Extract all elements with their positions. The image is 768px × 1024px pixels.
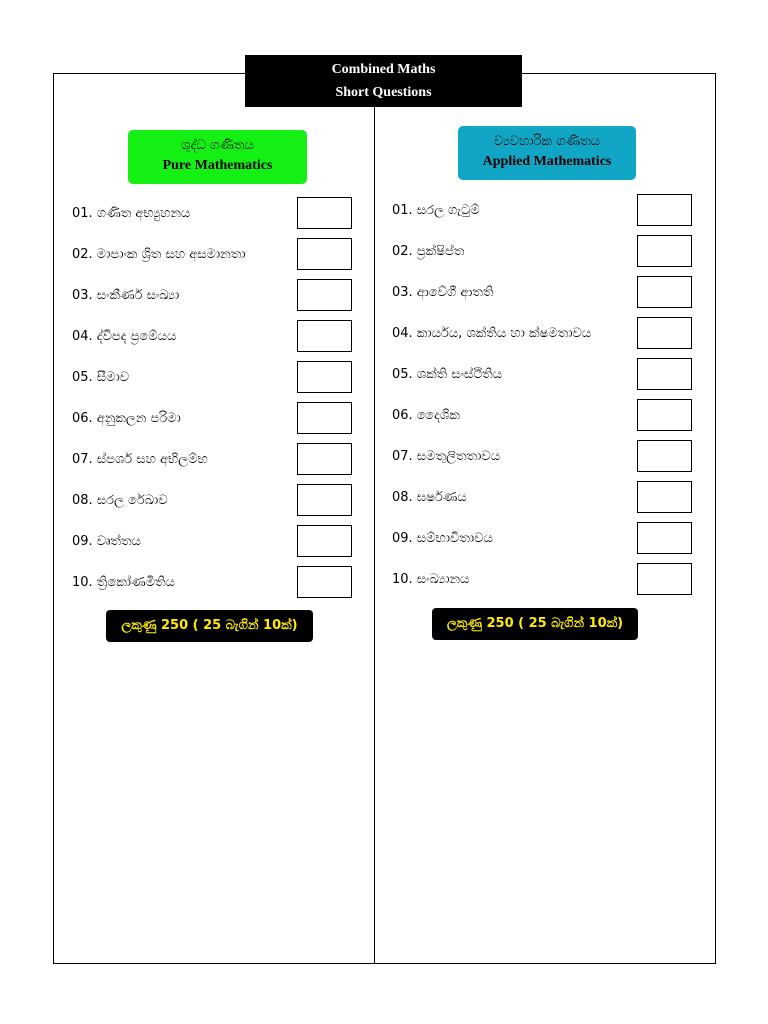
topic-label: 08. ඝර්ෂණය bbox=[392, 490, 467, 505]
answer-box[interactable] bbox=[297, 320, 352, 352]
topic-row bbox=[72, 238, 353, 272]
topic-label: 10. සංඛ්‍යානය bbox=[392, 572, 470, 587]
topic-label: 04. කාර්යය, ශක්තිය හා ක්ෂමතාවය bbox=[392, 326, 592, 341]
answer-box[interactable] bbox=[297, 361, 352, 393]
topic-label: 07. සමතුලිතතාවය bbox=[392, 449, 501, 464]
column-divider bbox=[374, 107, 375, 964]
topic-label: 03. ආවේගී ආතති bbox=[392, 285, 494, 300]
answer-box[interactable] bbox=[637, 317, 692, 349]
topic-label: 01. ගණිත අභ්‍යුහනය bbox=[72, 206, 191, 221]
topic-label: 07. ස්පර්ශ සහ අභිලම්භ bbox=[72, 452, 208, 467]
page-title bbox=[245, 55, 522, 107]
title-line-2: Short Questions bbox=[335, 85, 432, 100]
applied-heading-english: Applied Mathematics bbox=[482, 154, 612, 169]
topic-row bbox=[72, 361, 353, 395]
answer-box[interactable] bbox=[637, 358, 692, 390]
topic-row bbox=[392, 276, 693, 310]
topic-label: 02. ප්‍රක්ෂිප්ත bbox=[392, 244, 465, 259]
applied-heading-sinhala: ව්‍යවහාරික ගණිතය bbox=[493, 134, 600, 149]
answer-box[interactable] bbox=[297, 238, 352, 270]
topic-label: 02. මාපාංක ශ්‍රිත සහ අසමානතා bbox=[72, 247, 246, 262]
topic-row bbox=[72, 484, 353, 518]
topic-label: 10. ත්‍රිකෝණමිතිය bbox=[72, 575, 175, 590]
answer-box[interactable] bbox=[637, 235, 692, 267]
answer-box[interactable] bbox=[297, 566, 352, 598]
topic-row bbox=[392, 481, 693, 515]
answer-box[interactable] bbox=[637, 440, 692, 472]
pure-marks-badge: ලකුණු 250 ( 25 බැගින් 10ක්) bbox=[106, 610, 313, 642]
answer-box[interactable] bbox=[637, 276, 692, 308]
topic-row bbox=[72, 279, 353, 313]
answer-box[interactable] bbox=[297, 484, 352, 516]
topic-label: 05. සීමාව bbox=[72, 370, 130, 385]
topic-row bbox=[392, 194, 693, 228]
answer-box[interactable] bbox=[637, 399, 692, 431]
topic-row bbox=[72, 197, 353, 231]
topic-label: 05. ශක්ති සංස්ථිතිය bbox=[392, 367, 503, 382]
topic-label: 03. සංකීර්ණ සංඛ්‍යා bbox=[72, 288, 180, 303]
pure-heading-english: Pure Mathematics bbox=[162, 158, 273, 173]
topic-row bbox=[392, 563, 693, 597]
applied-marks-badge: ලකුණු 250 ( 25 බැගින් 10ක්) bbox=[432, 608, 638, 640]
topic-label: 04. ද්විපද ප්‍රමේයය bbox=[72, 329, 177, 344]
answer-box[interactable] bbox=[637, 194, 692, 226]
topic-row bbox=[392, 522, 693, 556]
topic-label: 01. සරල ගැටුම් bbox=[392, 203, 480, 218]
topic-row bbox=[72, 402, 353, 436]
topic-row bbox=[72, 566, 353, 600]
applied-maths-heading bbox=[458, 126, 636, 180]
title-line-1: Combined Maths bbox=[331, 62, 436, 77]
topic-row bbox=[72, 320, 353, 354]
pure-maths-heading bbox=[128, 130, 307, 184]
topic-row bbox=[392, 358, 693, 392]
topic-label: 06. දෛශික bbox=[392, 408, 460, 423]
topic-label: 09. වෘත්තය bbox=[72, 534, 141, 549]
topic-row bbox=[72, 443, 353, 477]
answer-box[interactable] bbox=[297, 402, 352, 434]
topic-row bbox=[392, 235, 693, 269]
answer-box[interactable] bbox=[297, 197, 352, 229]
answer-box[interactable] bbox=[297, 443, 352, 475]
topic-label: 06. අනුකලන පරිමා bbox=[72, 411, 181, 426]
topic-row bbox=[392, 399, 693, 433]
answer-box[interactable] bbox=[297, 279, 352, 311]
topic-label: 08. සරල රේඛාව bbox=[72, 493, 168, 508]
topic-label: 09. සම්භාවිතාවය bbox=[392, 531, 493, 546]
topic-row bbox=[392, 440, 693, 474]
answer-box[interactable] bbox=[637, 522, 692, 554]
topic-row bbox=[392, 317, 693, 351]
pure-heading-sinhala: ශුද්ධ ගණිතය bbox=[181, 138, 254, 153]
topic-row bbox=[72, 525, 353, 559]
answer-box[interactable] bbox=[637, 481, 692, 513]
answer-box[interactable] bbox=[637, 563, 692, 595]
answer-box[interactable] bbox=[297, 525, 352, 557]
